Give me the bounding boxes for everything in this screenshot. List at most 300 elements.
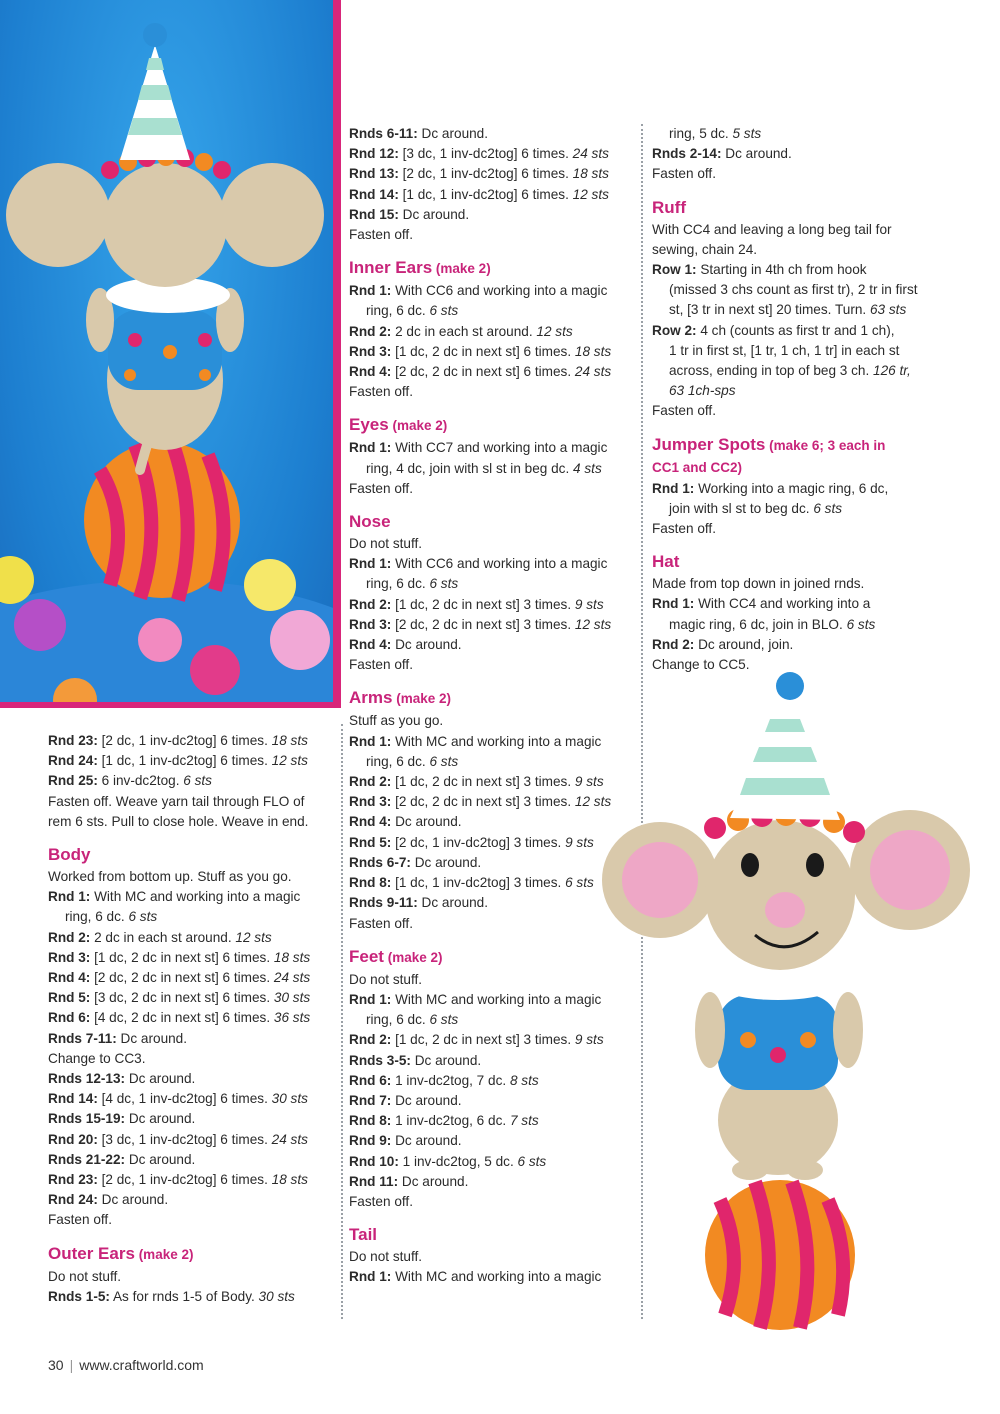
step-text: With MC and working into a magic <box>391 1269 602 1285</box>
section-heading <box>48 1243 330 1266</box>
step-text: Dc around. <box>125 1071 196 1087</box>
pattern-line <box>48 731 330 751</box>
pattern-line <box>48 1190 330 1210</box>
pattern-line <box>48 1029 330 1049</box>
step-text: ring, 5 dc. <box>669 126 733 141</box>
pattern-line <box>652 594 922 614</box>
step-text: Dc around. <box>97 1192 169 1208</box>
stitch-count: 6 sts <box>429 753 459 769</box>
pattern-line <box>349 205 631 225</box>
step-text: With CC4 and working into a <box>694 596 871 612</box>
heading-note: (make 2) <box>383 949 443 965</box>
step-label: Rnd 2: <box>349 323 392 339</box>
step-label: Rnd 1: <box>48 889 91 905</box>
step-text: [1 dc, 1 inv-dc2tog] 3 times. <box>391 875 566 891</box>
step-text: 1 inv-dc2tog, 5 dc. <box>398 1153 518 1169</box>
pattern-line <box>652 300 922 320</box>
pattern-line <box>652 260 922 280</box>
step-label: Rnd 1: <box>349 556 392 572</box>
step-label: Rnd 2: <box>349 596 392 612</box>
mouse-photo-back <box>0 0 333 702</box>
stitch-count: 12 sts <box>572 186 609 202</box>
section-heading <box>349 1224 631 1246</box>
step-text: [2 dc, 1 inv-dc2tog] 6 times. <box>97 733 272 748</box>
step-label: Row 2: <box>652 322 697 338</box>
step-text: Do not stuff. <box>349 971 423 987</box>
pattern-line <box>349 914 631 934</box>
step-label: Rnd 3: <box>349 343 392 359</box>
mouse-photo-front <box>600 670 980 1350</box>
pattern-line <box>652 381 922 401</box>
column-divider <box>341 724 343 1319</box>
step-text: [3 dc, 1 inv-dc2tog] 6 times. <box>398 146 573 162</box>
step-label: Rnd 4: <box>349 814 392 830</box>
step-text: Fasten off. <box>652 521 716 537</box>
heading-text: Jumper Spots <box>652 434 766 454</box>
step-text: [2 dc, 1 inv-dc2tog] 3 times. <box>391 834 566 850</box>
step-text: Fasten off. Weave yarn tail through FLO of <box>48 793 305 809</box>
stitch-count: 36 sts <box>273 1010 311 1026</box>
stitch-count: 12 sts <box>271 753 308 769</box>
page-footer <box>48 1357 204 1373</box>
pattern-line <box>48 988 330 1008</box>
step-label: Rnd 15: <box>349 206 399 222</box>
step-text: 6 inv-dc2tog. <box>97 773 184 789</box>
stitch-count: 6 sts <box>846 616 876 632</box>
pattern-line <box>349 1111 631 1131</box>
step-label: Rnd 6: <box>349 1072 392 1088</box>
section-heading <box>652 434 922 457</box>
step-label: Rnds 15-19: <box>48 1111 126 1127</box>
heading-text: Nose <box>349 512 391 532</box>
step-text: Change to CC5. <box>652 657 750 673</box>
section-heading <box>349 511 631 533</box>
footer-separator: | <box>69 1357 74 1373</box>
step-label: Rnd 1: <box>652 480 695 496</box>
step-text: [1 dc, 2 dc in next st] 3 times. <box>391 1032 575 1048</box>
pattern-line <box>349 812 631 832</box>
stitch-count: 5 sts <box>732 126 762 141</box>
section-heading <box>349 257 631 280</box>
step-label: Rnd 5: <box>48 990 91 1006</box>
pattern-line <box>349 635 631 655</box>
stitch-count: 12 sts <box>536 323 573 339</box>
step-text: Fasten off. <box>349 1193 413 1209</box>
pattern-line <box>48 1049 330 1069</box>
heading-text: Eyes <box>349 415 389 435</box>
pattern-line <box>349 893 631 913</box>
step-label: Rnd 10: <box>349 1153 399 1169</box>
step-text: Do not stuff. <box>48 1268 122 1284</box>
step-label: Rnd 1: <box>349 1269 392 1285</box>
pattern-line <box>48 792 330 812</box>
stitch-count: 6 sts <box>429 576 459 592</box>
pattern-line <box>349 459 631 479</box>
pattern-line <box>349 144 631 164</box>
step-text: sewing, chain 24. <box>652 241 758 257</box>
pattern-line <box>349 853 631 873</box>
step-text: 1 inv-dc2tog, 7 dc. <box>391 1072 510 1088</box>
stitch-count: 18 sts <box>574 343 612 359</box>
step-label: Rnd 1: <box>349 440 392 456</box>
heading-text: Hat <box>652 552 680 572</box>
step-label: Rnd 9: <box>349 1133 392 1149</box>
step-text: Working into a magic ring, 6 dc, <box>694 480 889 496</box>
pattern-line <box>652 124 922 144</box>
stitch-count: 12 sts <box>574 616 612 632</box>
pattern-line <box>48 928 330 948</box>
step-text: 1 inv-dc2tog, 6 dc. <box>391 1113 510 1129</box>
step-label: Rnd 2: <box>48 929 91 945</box>
pattern-line <box>349 732 631 752</box>
step-label: Rnd 8: <box>349 875 392 891</box>
text-column-2 <box>349 124 631 1288</box>
step-text: Dc around. <box>116 1030 188 1046</box>
step-text: Dc around. <box>417 895 489 911</box>
pattern-line <box>48 1150 330 1170</box>
step-label: Rnd 14: <box>349 186 399 202</box>
step-text: Fasten off. <box>652 403 716 419</box>
step-text: Dc around, join. <box>694 636 794 652</box>
pattern-line <box>349 615 631 635</box>
section-heading-continued: CC1 and CC2) <box>652 459 743 475</box>
step-text: Fasten off. <box>652 166 716 182</box>
pattern-line <box>48 1267 330 1287</box>
step-label: Rnd 4: <box>48 970 91 986</box>
step-label: Rnd 6: <box>48 1010 91 1026</box>
pattern-line <box>48 1170 330 1190</box>
step-label: Rnd 23: <box>48 733 98 748</box>
pattern-line <box>349 711 631 731</box>
heading-note: (make 2) <box>388 418 448 434</box>
step-text: [3 dc, 1 inv-dc2tog] 6 times. <box>97 1131 272 1147</box>
accent-bar-horizontal <box>0 702 341 708</box>
pattern-line <box>652 144 922 164</box>
pattern-line <box>349 534 631 554</box>
stitch-count: 6 sts <box>813 500 843 516</box>
step-text: [1 dc, 2 dc in next st] 6 times. <box>391 343 575 359</box>
pattern-line <box>652 519 922 539</box>
stitch-count: 12 sts <box>235 929 272 945</box>
step-text: [2 dc, 2 dc in next st] 6 times. <box>90 970 274 986</box>
heading-text: Ruff <box>652 197 686 217</box>
step-label: Rnd 7: <box>349 1092 392 1108</box>
stitch-count: 12 sts <box>574 794 612 810</box>
pattern-line <box>349 1267 631 1287</box>
step-text: With CC6 and working into a magic <box>391 556 608 572</box>
step-text: 4 ch (counts as first tr and 1 ch), <box>696 322 895 338</box>
pattern-line <box>349 225 631 245</box>
step-text: Dc around. <box>410 854 482 870</box>
step-text: ring, 6 dc. <box>65 909 129 925</box>
step-text: [2 dc, 2 dc in next st] 6 times. <box>391 364 575 380</box>
pattern-line <box>48 751 330 771</box>
step-label: Rnd 8: <box>349 1113 392 1129</box>
pattern-line <box>349 124 631 144</box>
stitch-count: 126 tr, <box>873 363 911 379</box>
stitch-count: 18 sts <box>572 166 609 182</box>
pattern-line <box>652 499 922 519</box>
stitch-count: 30 sts <box>258 1288 295 1304</box>
pattern-line <box>349 479 631 499</box>
step-text: ring, 4 dc, join with sl st in beg dc. <box>366 460 574 476</box>
step-text: Fasten off. <box>349 915 413 931</box>
step-label: Rnd 3: <box>48 949 91 965</box>
stitch-count: 6 sts <box>183 773 212 789</box>
pattern-line <box>349 1071 631 1091</box>
pattern-line <box>652 240 922 260</box>
pattern-line <box>349 574 631 594</box>
step-text: Dc around. <box>398 1173 469 1189</box>
step-text: magic ring, 6 dc, join in BLO. <box>669 616 847 632</box>
step-label: Row 1: <box>652 262 697 278</box>
step-text: [2 dc, 2 dc in next st] 3 times. <box>391 616 575 632</box>
pattern-line <box>48 1008 330 1028</box>
step-label: Rnd 4: <box>349 637 392 653</box>
heading-note: (make 2) <box>134 1246 194 1262</box>
step-label: Rnd 1: <box>349 283 392 299</box>
step-label: Rnd 11: <box>349 1173 399 1189</box>
pattern-line <box>652 635 922 655</box>
pattern-line <box>652 574 922 594</box>
step-text: [2 dc, 1 inv-dc2tog] 6 times. <box>97 1172 272 1188</box>
step-text: Dc around. <box>391 637 462 653</box>
step-text: Dc around. <box>125 1111 196 1127</box>
stitch-count: 8 sts <box>509 1072 539 1088</box>
pattern-line <box>349 1010 631 1030</box>
step-text: 2 dc in each st around. <box>90 929 236 945</box>
pattern-line <box>349 342 631 362</box>
step-text: Fasten off. <box>349 657 413 673</box>
step-label: Rnds 9-11: <box>349 895 418 911</box>
pattern-line <box>349 1051 631 1071</box>
pattern-line <box>349 1172 631 1192</box>
step-label: Rnd 24: <box>48 753 98 769</box>
step-label: Rnd 2: <box>349 1032 392 1048</box>
step-label: Rnd 24: <box>48 1192 98 1208</box>
step-text: Made from top down in joined rnds. <box>652 576 865 592</box>
step-text: [4 dc, 1 inv-dc2tog] 6 times. <box>97 1091 272 1107</box>
step-label: Rnd 2: <box>349 774 392 790</box>
stitch-count: 24 sts <box>574 364 612 380</box>
section-heading <box>349 687 631 710</box>
pattern-line <box>48 1210 330 1230</box>
pattern-line <box>349 1091 631 1111</box>
step-text: Starting in 4th ch from hook <box>696 262 867 278</box>
pattern-line <box>48 948 330 968</box>
pattern-line <box>48 1109 330 1129</box>
step-text: st, [3 tr in next st] 20 times. Turn. <box>669 302 870 318</box>
text-column-1 <box>48 731 330 1307</box>
step-text: Dc around. <box>391 1092 462 1108</box>
stitch-count: 7 sts <box>509 1113 539 1129</box>
pattern-line <box>349 772 631 792</box>
step-label: Rnd 1: <box>349 733 392 749</box>
step-label: Rnd 23: <box>48 1172 98 1188</box>
pattern-line <box>349 438 631 458</box>
heading-text: Inner Ears <box>349 258 433 278</box>
stitch-count: 24 sts <box>572 146 609 162</box>
step-text: [1 dc, 2 dc in next st] 3 times. <box>391 774 575 790</box>
pattern-line <box>349 990 631 1010</box>
pattern-line <box>349 554 631 574</box>
stitch-count: 9 sts <box>574 1032 604 1048</box>
section-heading <box>652 197 922 219</box>
step-text: [3 dc, 2 dc in next st] 6 times. <box>90 990 274 1006</box>
pattern-line <box>349 1192 631 1212</box>
heading-text: Body <box>48 845 91 865</box>
step-text: Fasten off. <box>349 227 413 243</box>
heading-text: Outer Ears <box>48 1243 135 1263</box>
section-heading <box>349 414 631 437</box>
stitch-count: 9 sts <box>574 596 604 612</box>
step-label: Rnd 14: <box>48 1091 98 1107</box>
step-text: Dc around. <box>125 1151 196 1167</box>
pattern-line <box>349 833 631 853</box>
step-text: Worked from bottom up. Stuff as you go. <box>48 869 292 885</box>
pattern-line <box>349 281 631 301</box>
pattern-line <box>48 812 330 832</box>
step-text: 1 tr in first st, [1 tr, 1 ch, 1 tr] in each st <box>669 342 900 358</box>
pattern-line <box>48 1069 330 1089</box>
stitch-count: 6 sts <box>128 909 158 925</box>
pattern-line <box>652 479 922 499</box>
step-label: Rnd 1: <box>652 596 695 612</box>
step-text: ring, 6 dc. <box>366 1012 430 1028</box>
pattern-line <box>652 615 922 635</box>
pattern-line <box>652 321 922 341</box>
step-label: Rnds 7-11: <box>48 1030 117 1046</box>
step-text: rem 6 sts. Pull to close hole. Weave in end. <box>48 813 309 829</box>
stitch-count: 18 sts <box>271 733 308 748</box>
step-text: [1 dc, 1 inv-dc2tog] 6 times. <box>398 186 573 202</box>
step-text: Dc around. <box>417 126 489 141</box>
step-text: With MC and working into a magic <box>391 733 602 749</box>
pattern-line <box>652 280 922 300</box>
section-heading <box>652 551 922 573</box>
step-text: Change to CC3. <box>48 1050 146 1066</box>
step-text: With CC7 and working into a magic <box>391 440 608 456</box>
accent-bar-vertical <box>333 0 341 702</box>
step-text: Do not stuff. <box>349 536 423 552</box>
step-label: Rnds 3-5: <box>349 1052 411 1068</box>
step-text: [1 dc, 2 dc in next st] 6 times. <box>90 949 274 965</box>
pattern-line <box>349 185 631 205</box>
heading-text: Feet <box>349 946 384 966</box>
pattern-line <box>349 1131 631 1151</box>
step-text: Fasten off. <box>349 384 413 400</box>
step-text: With MC and working into a magic <box>90 889 301 905</box>
stitch-count: 4 sts <box>573 460 602 476</box>
text-column-3 <box>652 124 922 675</box>
step-label: Rnd 5: <box>349 834 392 850</box>
step-label: Rnds 21-22: <box>48 1151 126 1167</box>
step-text: Dc around. <box>410 1052 482 1068</box>
step-label: Rnd 13: <box>349 166 399 182</box>
pattern-line <box>349 655 631 675</box>
pattern-line <box>48 1089 330 1109</box>
step-label: Rnds 12-13: <box>48 1071 126 1087</box>
website-link[interactable]: www.craftworld.com <box>79 1357 204 1373</box>
pattern-line <box>652 401 922 421</box>
step-label: Rnd 2: <box>652 636 695 652</box>
pattern-line <box>349 752 631 772</box>
step-label: Rnds 1-5: <box>48 1288 110 1304</box>
step-text: With CC6 and working into a magic <box>391 283 608 299</box>
step-text: [4 dc, 2 dc in next st] 6 times. <box>90 1010 274 1026</box>
step-label: Rnd 3: <box>349 794 392 810</box>
stitch-count: 18 sts <box>271 1172 308 1188</box>
step-text: [2 dc, 2 dc in next st] 3 times. <box>391 794 575 810</box>
stitch-count: 63 1ch-sps <box>669 383 736 399</box>
pattern-line <box>349 382 631 402</box>
stitch-count: 24 sts <box>271 1131 308 1147</box>
step-label: Rnds 6-7: <box>349 854 411 870</box>
stitch-count: 30 sts <box>273 990 311 1006</box>
step-text: ring, 6 dc. <box>366 576 430 592</box>
step-label: Rnd 4: <box>349 364 392 380</box>
stitch-count: 6 sts <box>429 303 459 319</box>
pattern-line <box>652 164 922 184</box>
heading-note: (make 2) <box>432 261 491 277</box>
pattern-line <box>48 968 330 988</box>
step-label: Rnd 3: <box>349 616 392 632</box>
heading-text: Tail <box>349 1225 378 1245</box>
stitch-count: 24 sts <box>273 970 311 986</box>
pattern-line <box>48 1130 330 1150</box>
step-text: Dc around. <box>391 1133 462 1149</box>
step-text: across, ending in top of beg 3 ch. <box>669 363 874 379</box>
step-label: Rnd 12: <box>349 146 399 162</box>
pattern-line <box>652 220 922 240</box>
step-text: join with sl st to beg dc. <box>669 500 814 516</box>
step-text: Fasten off. <box>48 1212 112 1228</box>
heading-note: (make 6; 3 each in <box>765 437 886 453</box>
pattern-line <box>349 873 631 893</box>
step-text: ring, 6 dc. <box>366 303 430 319</box>
step-text: Do not stuff. <box>349 1249 423 1265</box>
step-text: [2 dc, 1 inv-dc2tog] 6 times. <box>398 166 573 182</box>
stitch-count: 30 sts <box>271 1091 308 1107</box>
heading-note: (make 2) <box>392 691 451 707</box>
pattern-line <box>48 1287 330 1307</box>
stitch-count: 9 sts <box>565 834 594 850</box>
pattern-line <box>652 361 922 381</box>
pattern-line <box>349 1152 631 1172</box>
stitch-count: 18 sts <box>273 949 311 965</box>
pattern-line <box>349 595 631 615</box>
pattern-line <box>48 907 330 927</box>
section-heading <box>48 844 330 866</box>
stitch-count: 6 sts <box>517 1153 547 1169</box>
step-text: [1 dc, 2 dc in next st] 3 times. <box>391 596 575 612</box>
page-number: 30 <box>48 1357 64 1373</box>
pattern-line <box>349 362 631 382</box>
step-text: With CC4 and leaving a long beg tail for <box>652 221 892 237</box>
heading-text: Arms <box>349 688 393 708</box>
step-text: (missed 3 chs count as first tr), 2 tr in first <box>669 282 918 298</box>
pattern-line <box>349 301 631 321</box>
step-text: 2 dc in each st around. <box>391 323 537 339</box>
pattern-line <box>48 867 330 887</box>
stitch-count: 9 sts <box>574 774 604 790</box>
step-label: Rnds 2-14: <box>652 146 722 162</box>
pattern-line <box>349 970 631 990</box>
step-label: Rnd 20: <box>48 1131 98 1147</box>
pattern-line <box>349 1030 631 1050</box>
pattern-line <box>48 887 330 907</box>
section-heading <box>349 946 631 969</box>
